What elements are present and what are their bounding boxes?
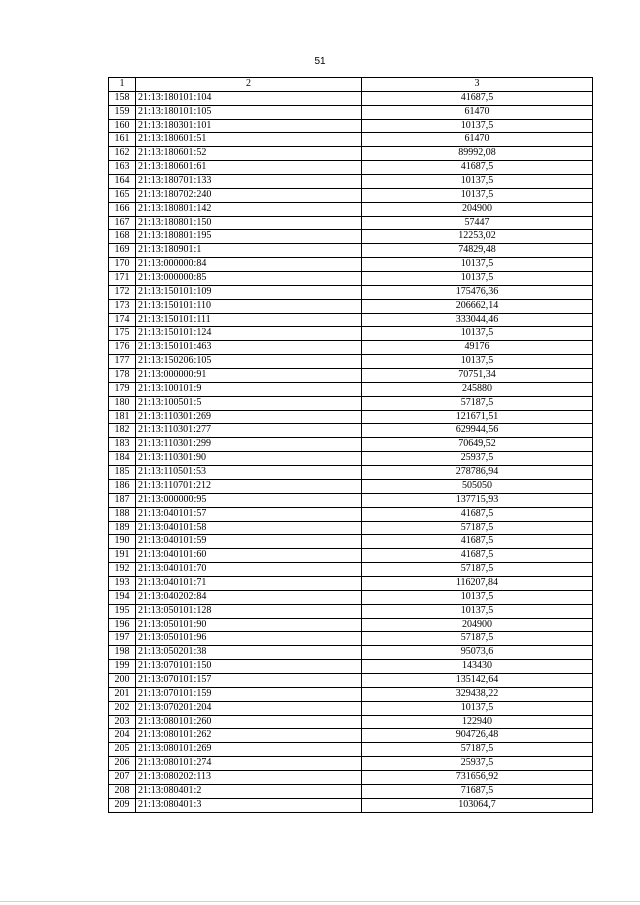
header-col-1: 1 <box>109 78 136 92</box>
row-number-cell: 184 <box>109 452 136 466</box>
value-cell: 175476,36 <box>362 285 593 299</box>
value-cell: 12253,02 <box>362 230 593 244</box>
value-cell: 103064,7 <box>362 798 593 812</box>
value-cell: 57187,5 <box>362 396 593 410</box>
cadastral-number-cell: 21:13:110501:53 <box>136 466 362 480</box>
table-row <box>109 632 593 646</box>
row-number-cell: 163 <box>109 161 136 175</box>
value-cell: 10137,5 <box>362 355 593 369</box>
row-number-cell: 171 <box>109 272 136 286</box>
row-number-cell: 182 <box>109 424 136 438</box>
cadastral-number-cell: 21:13:040101:57 <box>136 507 362 521</box>
cadastral-number-cell: 21:13:110701:212 <box>136 479 362 493</box>
table-row <box>109 535 593 549</box>
value-cell: 10137,5 <box>362 119 593 133</box>
value-cell: 57187,5 <box>362 743 593 757</box>
cadastral-number-cell: 21:13:180601:52 <box>136 147 362 161</box>
table-row <box>109 313 593 327</box>
table-row <box>109 105 593 119</box>
row-number-cell: 206 <box>109 757 136 771</box>
cadastral-number-cell: 21:13:080101:260 <box>136 715 362 729</box>
row-number-cell: 187 <box>109 493 136 507</box>
table-row <box>109 133 593 147</box>
row-number-cell: 169 <box>109 244 136 258</box>
value-cell: 629944,56 <box>362 424 593 438</box>
value-cell: 143430 <box>362 660 593 674</box>
row-number-cell: 203 <box>109 715 136 729</box>
table-row <box>109 119 593 133</box>
row-number-cell: 198 <box>109 646 136 660</box>
table-row <box>109 549 593 563</box>
cadastral-number-cell: 21:13:000000:84 <box>136 258 362 272</box>
cadastral-number-cell: 21:13:070101:157 <box>136 673 362 687</box>
row-number-cell: 180 <box>109 396 136 410</box>
cadastral-number-cell: 21:13:040101:60 <box>136 549 362 563</box>
row-number-cell: 199 <box>109 660 136 674</box>
table-row <box>109 369 593 383</box>
row-number-cell: 158 <box>109 91 136 105</box>
cadastral-number-cell: 21:13:080101:274 <box>136 757 362 771</box>
row-number-cell: 194 <box>109 590 136 604</box>
table-row <box>109 188 593 202</box>
cadastral-number-cell: 21:13:100101:9 <box>136 382 362 396</box>
value-cell: 57187,5 <box>362 632 593 646</box>
row-number-cell: 207 <box>109 770 136 784</box>
row-number-cell: 204 <box>109 729 136 743</box>
cadastral-number-cell: 21:13:150101:124 <box>136 327 362 341</box>
table-row <box>109 563 593 577</box>
cadastral-number-cell: 21:13:150101:110 <box>136 299 362 313</box>
table-row <box>109 784 593 798</box>
cadastral-number-cell: 21:13:000000:91 <box>136 369 362 383</box>
value-cell: 10137,5 <box>362 272 593 286</box>
value-cell: 41687,5 <box>362 535 593 549</box>
table-row <box>109 91 593 105</box>
row-number-cell: 205 <box>109 743 136 757</box>
value-cell: 70751,34 <box>362 369 593 383</box>
cadastral-number-cell: 21:13:180801:150 <box>136 216 362 230</box>
value-cell: 122940 <box>362 715 593 729</box>
cadastral-number-cell: 21:13:050201:38 <box>136 646 362 660</box>
table-row <box>109 285 593 299</box>
value-cell: 71687,5 <box>362 784 593 798</box>
table-row <box>109 355 593 369</box>
table-row <box>109 382 593 396</box>
row-number-cell: 179 <box>109 382 136 396</box>
table-row <box>109 258 593 272</box>
table-row <box>109 175 593 189</box>
table-row <box>109 687 593 701</box>
cadastral-number-cell: 21:13:000000:85 <box>136 272 362 286</box>
value-cell: 49176 <box>362 341 593 355</box>
value-cell: 41687,5 <box>362 549 593 563</box>
header-col-3: 3 <box>362 78 593 92</box>
row-number-cell: 175 <box>109 327 136 341</box>
value-cell: 505050 <box>362 479 593 493</box>
table-row <box>109 341 593 355</box>
cadastral-number-cell: 21:13:180101:105 <box>136 105 362 119</box>
row-number-cell: 192 <box>109 563 136 577</box>
table-row <box>109 798 593 812</box>
value-cell: 41687,5 <box>362 91 593 105</box>
header-row <box>109 78 593 92</box>
value-cell: 731656,92 <box>362 770 593 784</box>
cadastral-number-cell: 21:13:040202:84 <box>136 590 362 604</box>
cadastral-number-cell: 21:13:180101:104 <box>136 91 362 105</box>
row-number-cell: 200 <box>109 673 136 687</box>
table-row <box>109 410 593 424</box>
value-cell: 70649,52 <box>362 438 593 452</box>
cadastral-number-cell: 21:13:040101:70 <box>136 563 362 577</box>
value-cell: 61470 <box>362 133 593 147</box>
value-cell: 329438,22 <box>362 687 593 701</box>
value-cell: 95073,6 <box>362 646 593 660</box>
value-cell: 10137,5 <box>362 590 593 604</box>
table-row <box>109 618 593 632</box>
table-row <box>109 438 593 452</box>
table-row <box>109 202 593 216</box>
value-cell: 10137,5 <box>362 188 593 202</box>
table-header <box>109 78 593 92</box>
value-cell: 61470 <box>362 105 593 119</box>
cadastral-number-cell: 21:13:150101:109 <box>136 285 362 299</box>
value-cell: 204900 <box>362 618 593 632</box>
row-number-cell: 191 <box>109 549 136 563</box>
row-number-cell: 168 <box>109 230 136 244</box>
table-row <box>109 521 593 535</box>
table-row <box>109 646 593 660</box>
row-number-cell: 197 <box>109 632 136 646</box>
row-number-cell: 177 <box>109 355 136 369</box>
value-cell: 25937,5 <box>362 757 593 771</box>
row-number-cell: 176 <box>109 341 136 355</box>
cadastral-number-cell: 21:13:110301:269 <box>136 410 362 424</box>
table-row <box>109 230 593 244</box>
value-cell: 204900 <box>362 202 593 216</box>
cadastral-number-cell: 21:13:080202:113 <box>136 770 362 784</box>
table-row <box>109 590 593 604</box>
value-cell: 57447 <box>362 216 593 230</box>
cadastral-number-cell: 21:13:180601:61 <box>136 161 362 175</box>
table-row <box>109 673 593 687</box>
value-cell: 333044,46 <box>362 313 593 327</box>
cadastral-number-cell: 21:13:110301:90 <box>136 452 362 466</box>
cadastral-number-cell: 21:13:050101:90 <box>136 618 362 632</box>
table-row <box>109 327 593 341</box>
table-row <box>109 743 593 757</box>
row-number-cell: 166 <box>109 202 136 216</box>
value-cell: 135142,64 <box>362 673 593 687</box>
cadastral-number-cell: 21:13:150101:111 <box>136 313 362 327</box>
data-table <box>108 77 593 813</box>
value-cell: 206662,14 <box>362 299 593 313</box>
value-cell: 245880 <box>362 382 593 396</box>
value-cell: 278786,94 <box>362 466 593 480</box>
table-row <box>109 576 593 590</box>
value-cell: 137715,93 <box>362 493 593 507</box>
row-number-cell: 186 <box>109 479 136 493</box>
value-cell: 10137,5 <box>362 175 593 189</box>
value-cell: 89992,08 <box>362 147 593 161</box>
value-cell: 57187,5 <box>362 521 593 535</box>
value-cell: 57187,5 <box>362 563 593 577</box>
value-cell: 121671,51 <box>362 410 593 424</box>
table-row <box>109 466 593 480</box>
cadastral-number-cell: 21:13:040101:71 <box>136 576 362 590</box>
value-cell: 10137,5 <box>362 258 593 272</box>
page-edge <box>0 901 640 902</box>
row-number-cell: 190 <box>109 535 136 549</box>
row-number-cell: 201 <box>109 687 136 701</box>
value-cell: 10137,5 <box>362 701 593 715</box>
cadastral-number-cell: 21:13:040101:59 <box>136 535 362 549</box>
table-row <box>109 272 593 286</box>
cadastral-number-cell: 21:13:050101:96 <box>136 632 362 646</box>
row-number-cell: 209 <box>109 798 136 812</box>
row-number-cell: 193 <box>109 576 136 590</box>
cadastral-number-cell: 21:13:080101:262 <box>136 729 362 743</box>
cadastral-number-cell: 21:13:150101:463 <box>136 341 362 355</box>
value-cell: 10137,5 <box>362 327 593 341</box>
row-number-cell: 189 <box>109 521 136 535</box>
row-number-cell: 173 <box>109 299 136 313</box>
table-row <box>109 507 593 521</box>
cadastral-number-cell: 21:13:180702:240 <box>136 188 362 202</box>
table-row <box>109 479 593 493</box>
cadastral-number-cell: 21:13:100501:5 <box>136 396 362 410</box>
value-cell: 74829,48 <box>362 244 593 258</box>
row-number-cell: 181 <box>109 410 136 424</box>
page-number: 51 <box>314 56 326 67</box>
row-number-cell: 195 <box>109 604 136 618</box>
cadastral-number-cell: 21:13:110301:277 <box>136 424 362 438</box>
table-row <box>109 244 593 258</box>
table-row <box>109 770 593 784</box>
cadastral-number-cell: 21:13:180701:133 <box>136 175 362 189</box>
cadastral-number-cell: 21:13:180301:101 <box>136 119 362 133</box>
cadastral-number-cell: 21:13:080101:269 <box>136 743 362 757</box>
table-row <box>109 729 593 743</box>
table-row <box>109 701 593 715</box>
table-row <box>109 299 593 313</box>
row-number-cell: 183 <box>109 438 136 452</box>
table-row <box>109 757 593 771</box>
cadastral-number-cell: 21:13:050101:128 <box>136 604 362 618</box>
table-row <box>109 216 593 230</box>
row-number-cell: 162 <box>109 147 136 161</box>
cadastral-number-cell: 21:13:180601:51 <box>136 133 362 147</box>
row-number-cell: 161 <box>109 133 136 147</box>
table-row <box>109 161 593 175</box>
value-cell: 10137,5 <box>362 604 593 618</box>
row-number-cell: 185 <box>109 466 136 480</box>
table-row <box>109 424 593 438</box>
row-number-cell: 172 <box>109 285 136 299</box>
value-cell: 904726,48 <box>362 729 593 743</box>
row-number-cell: 188 <box>109 507 136 521</box>
cadastral-number-cell: 21:13:080401:3 <box>136 798 362 812</box>
table-row <box>109 396 593 410</box>
table-row <box>109 147 593 161</box>
row-number-cell: 164 <box>109 175 136 189</box>
row-number-cell: 174 <box>109 313 136 327</box>
row-number-cell: 165 <box>109 188 136 202</box>
row-number-cell: 208 <box>109 784 136 798</box>
row-number-cell: 170 <box>109 258 136 272</box>
cadastral-number-cell: 21:13:070101:159 <box>136 687 362 701</box>
cadastral-number-cell: 21:13:180901:1 <box>136 244 362 258</box>
value-cell: 41687,5 <box>362 161 593 175</box>
row-number-cell: 167 <box>109 216 136 230</box>
cadastral-number-cell: 21:13:070101:150 <box>136 660 362 674</box>
row-number-cell: 178 <box>109 369 136 383</box>
row-number-cell: 196 <box>109 618 136 632</box>
table-row <box>109 604 593 618</box>
row-number-cell: 202 <box>109 701 136 715</box>
value-cell: 25937,5 <box>362 452 593 466</box>
row-number-cell: 160 <box>109 119 136 133</box>
cadastral-number-cell: 21:13:080401:2 <box>136 784 362 798</box>
value-cell: 116207,84 <box>362 576 593 590</box>
cadastral-number-cell: 21:13:040101:58 <box>136 521 362 535</box>
table-row <box>109 660 593 674</box>
row-number-cell: 159 <box>109 105 136 119</box>
cadastral-number-cell: 21:13:180801:195 <box>136 230 362 244</box>
table-row <box>109 452 593 466</box>
cadastral-number-cell: 21:13:000000:95 <box>136 493 362 507</box>
table-body <box>109 91 593 812</box>
cadastral-number-cell: 21:13:180801:142 <box>136 202 362 216</box>
cadastral-number-cell: 21:13:070201:204 <box>136 701 362 715</box>
header-col-2: 2 <box>136 78 362 92</box>
cadastral-number-cell: 21:13:110301:299 <box>136 438 362 452</box>
cadastral-number-cell: 21:13:150206:105 <box>136 355 362 369</box>
table-row <box>109 715 593 729</box>
table-row <box>109 493 593 507</box>
value-cell: 41687,5 <box>362 507 593 521</box>
